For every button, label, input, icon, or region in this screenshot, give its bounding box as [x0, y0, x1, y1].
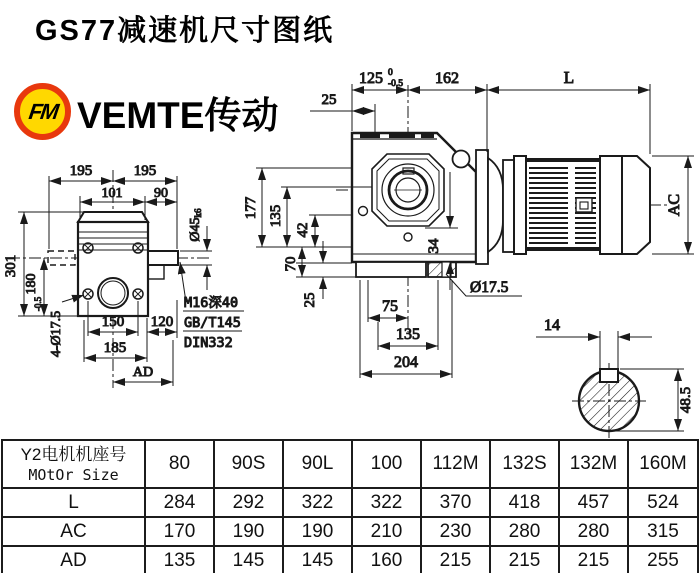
side-view: [243, 68, 694, 378]
tap-note-2: GB/T145: [184, 315, 241, 331]
dim-value-cell: 230: [421, 517, 490, 546]
dim-value-cell: 215: [490, 546, 559, 573]
dim-value-cell: 457: [559, 488, 628, 517]
dim-value-cell: 210: [352, 517, 421, 546]
dim-value-cell: 524: [628, 488, 698, 517]
table-row: [2, 488, 698, 517]
size-col-header: 160M: [628, 440, 698, 488]
dim-L-label: L: [563, 68, 575, 87]
motor-size-header: [2, 440, 145, 488]
dim-195-right-label: 195: [133, 163, 157, 179]
dim-value-cell: 418: [490, 488, 559, 517]
size-col-header: 100: [352, 440, 421, 488]
row-label: AD: [2, 546, 145, 573]
motor-adapter: [476, 150, 514, 264]
dim-48-5-label: 48.5: [678, 386, 694, 414]
table-header-row: [2, 440, 698, 488]
dim-14-label: 14: [544, 317, 560, 334]
dim-70-label: 70: [283, 256, 299, 272]
dim-AD-label: AD: [132, 365, 154, 380]
dim-90-label: 90: [154, 186, 168, 201]
dim-holes-label: 4-Ø17.5: [49, 310, 64, 358]
dim-value-cell: 255: [628, 546, 698, 573]
row-label: L: [2, 488, 145, 517]
motor-end-cap: [622, 156, 650, 254]
dim-value-cell: 322: [283, 488, 352, 517]
dim-value-cell: 284: [145, 488, 214, 517]
dim-value-cell: 215: [421, 546, 490, 573]
dim-value-cell: 145: [214, 546, 283, 573]
dim-135-left-label: 135: [268, 204, 284, 228]
shaft-section: [536, 317, 694, 438]
dim-14-lines: [536, 331, 652, 369]
dim-value-cell: 170: [145, 517, 214, 546]
dim-177-label: 177: [243, 196, 259, 220]
dim-101-label: 101: [101, 186, 123, 201]
front-dims-left: [18, 212, 84, 316]
dim-42-label: 42: [295, 222, 311, 238]
dim-135-bottom-label: 135: [396, 326, 420, 343]
vent-slots: [360, 134, 434, 138]
dim-value-cell: 145: [283, 546, 352, 573]
dim-17-5-label: Ø17.5: [470, 279, 509, 296]
dim-180-label: 180: [24, 273, 39, 295]
dim-125-tol-lower: -0.5: [388, 79, 404, 89]
table-row: [2, 517, 698, 546]
front-view: [3, 163, 244, 388]
dim-value-cell: 190: [214, 517, 283, 546]
dim-value-cell: 322: [352, 488, 421, 517]
size-col-header: 132S: [490, 440, 559, 488]
dim-34-label: 34: [426, 238, 442, 254]
dim-120-label: 120: [150, 314, 174, 330]
tap-note-3: DIN332: [184, 335, 233, 351]
size-col-header: 90L: [283, 440, 352, 488]
motor-size-header-cn: Y2电机机座号: [20, 444, 127, 464]
page-title: GS77减速机尺寸图纸: [35, 15, 335, 47]
dim-value-cell: 190: [283, 517, 352, 546]
dim-value-cell: 315: [628, 517, 698, 546]
dim-150-label: 150: [101, 314, 125, 330]
housing-cap: [78, 212, 148, 222]
row-label: AC: [2, 517, 145, 546]
keyway: [600, 369, 618, 382]
dim-125-tol-upper: 0: [388, 68, 393, 78]
output-shaft: [148, 251, 178, 265]
size-col-header: 112M: [421, 440, 490, 488]
breather-plug: [453, 151, 470, 168]
dim-75-label: 75: [382, 298, 398, 315]
gearbox-foot-left: [356, 262, 426, 277]
dim-value-cell: 292: [214, 488, 283, 517]
dim-25-top-label: 25: [321, 92, 337, 108]
dim-AC-label: AC: [666, 193, 683, 217]
size-col-header: 132M: [559, 440, 628, 488]
dim-204-label: 204: [394, 354, 418, 371]
dimension-table: [1, 439, 699, 573]
dim-value-cell: 160: [352, 546, 421, 573]
motor-size-header-en: MOtOr Size: [28, 465, 119, 484]
dim-value-cell: 280: [490, 517, 559, 546]
dim-180-tol-label: -0.5: [33, 296, 43, 312]
dim-45-label: Ø45k6: [188, 208, 203, 242]
dim-25-left-label: 25: [302, 292, 318, 308]
size-col-header: 80: [145, 440, 214, 488]
size-col-header: 90S: [214, 440, 283, 488]
dim-value-cell: 215: [559, 546, 628, 573]
dim-value-cell: 280: [559, 517, 628, 546]
logo-monogram: FM: [26, 98, 59, 124]
brand-name: VEMTE传动: [77, 94, 279, 136]
dim-value-cell: 135: [145, 546, 214, 573]
dim-125-label: 125: [359, 70, 383, 87]
dim-162-label: 162: [435, 70, 459, 87]
dim-195-left-label: 195: [69, 163, 93, 179]
dim-185-label: 185: [103, 340, 127, 356]
tap-note-1: M16深40: [184, 295, 239, 311]
table-row: [2, 546, 698, 573]
dim-301-label: 301: [3, 254, 19, 278]
dim-value-cell: 370: [421, 488, 490, 517]
